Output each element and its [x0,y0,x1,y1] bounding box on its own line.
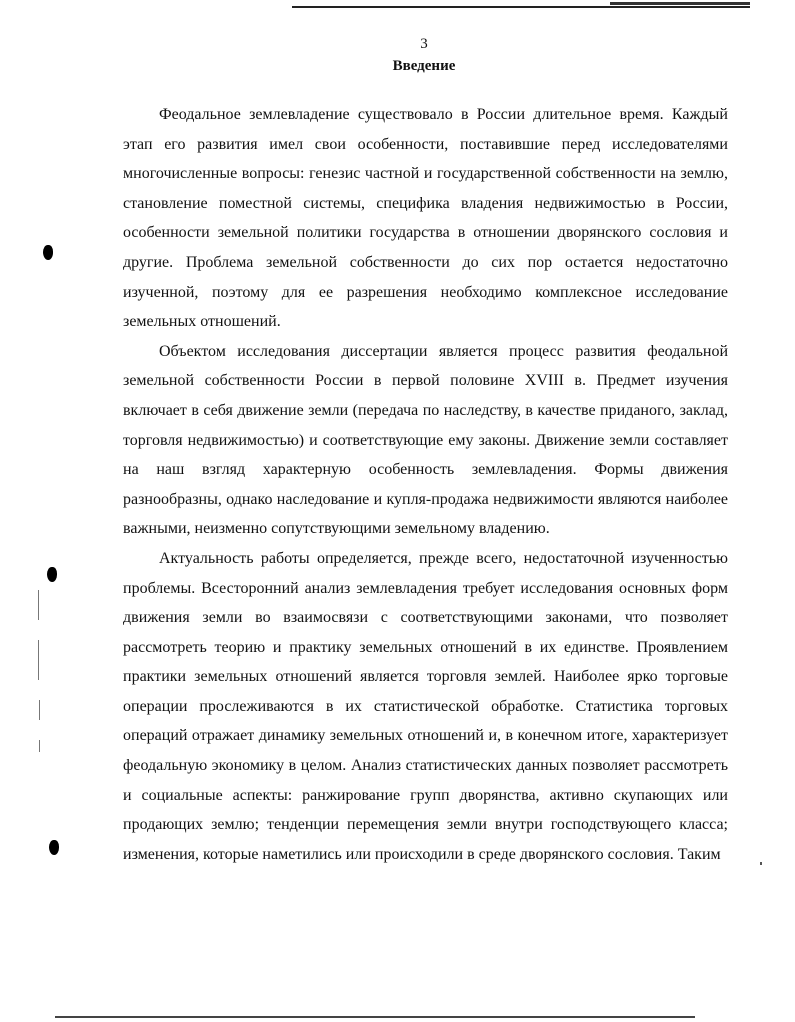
binding-hole-mark [49,840,59,855]
body-text [123,100,728,869]
paragraph: Актуальность работы определяется, прежде всего, недостаточной изученностью проблемы. Всесторонний анализ землевладения требует исследования основных форм движения земли во взаимосвязи с соответствующими законами, что позволяет рассмотреть теорию и практику земельных отношений в их единстве. Проявлением практики земельных отношений является торговля землей. Наиболее ярко торговые операции прослеживаются в их статистической обработке. Статистика торговых операций отражает динамику земельных отношений и, в конечном итоге, характеризует феодальную экономику в целом. Анализ статистических данных позволяет рассмотреть и социальные аспекты: ранжирование групп дворянства, активно скупающих или продающих землю; тенденции перемещения земли внутри господствующего класса; изменения, которые наметились или происходили в среде дворянского сословия. Таким [123,549,728,863]
binding-hole-mark [47,567,57,582]
binding-hole-mark [43,245,53,260]
margin-mark [38,590,39,620]
section-title: Введение [392,58,456,74]
paragraph: Объектом исследования диссертации является процесс развития феодальной земельной собственности России в первой половине XVIII в. Предмет изучения включает в себя движение земли (передача по наследству, в качестве приданого, заклад, торговля недвижимостью) и соответствующие ему законы. Движение земли составляет на наш взгляд характерную особенность землевладения. Формы движения разнообразны, однако наследование и купля-продажа недвижимости являются наиболее важными, неизменно сопутствующими земельному владению. [123,342,728,538]
margin-mark [38,640,39,680]
margin-mark [39,740,40,752]
page-number: 3 [420,36,428,52]
scan-edge-line-top-right [610,2,750,5]
margin-mark [39,700,40,720]
paragraph: Феодальное землевладение существовало в России длительное время. Каждый этап его развития имел свои особенности, поставившие перед исследователями многочисленные вопросы: генезис частной и государственной собственности на землю, становление поместной системы, специфика владения недвижимостью в России, особенности земельной политики государства в отношении дворянского сословия и другие. Проблема земельной собственности до сих пор остается недостаточно изученной, поэтому для ее разрешения необходимо комплексное исследование земельных отношений. [123,106,728,331]
scan-edge-line-bottom [55,1016,695,1018]
scan-edge-line-top [292,6,750,8]
stray-speck [760,862,762,865]
